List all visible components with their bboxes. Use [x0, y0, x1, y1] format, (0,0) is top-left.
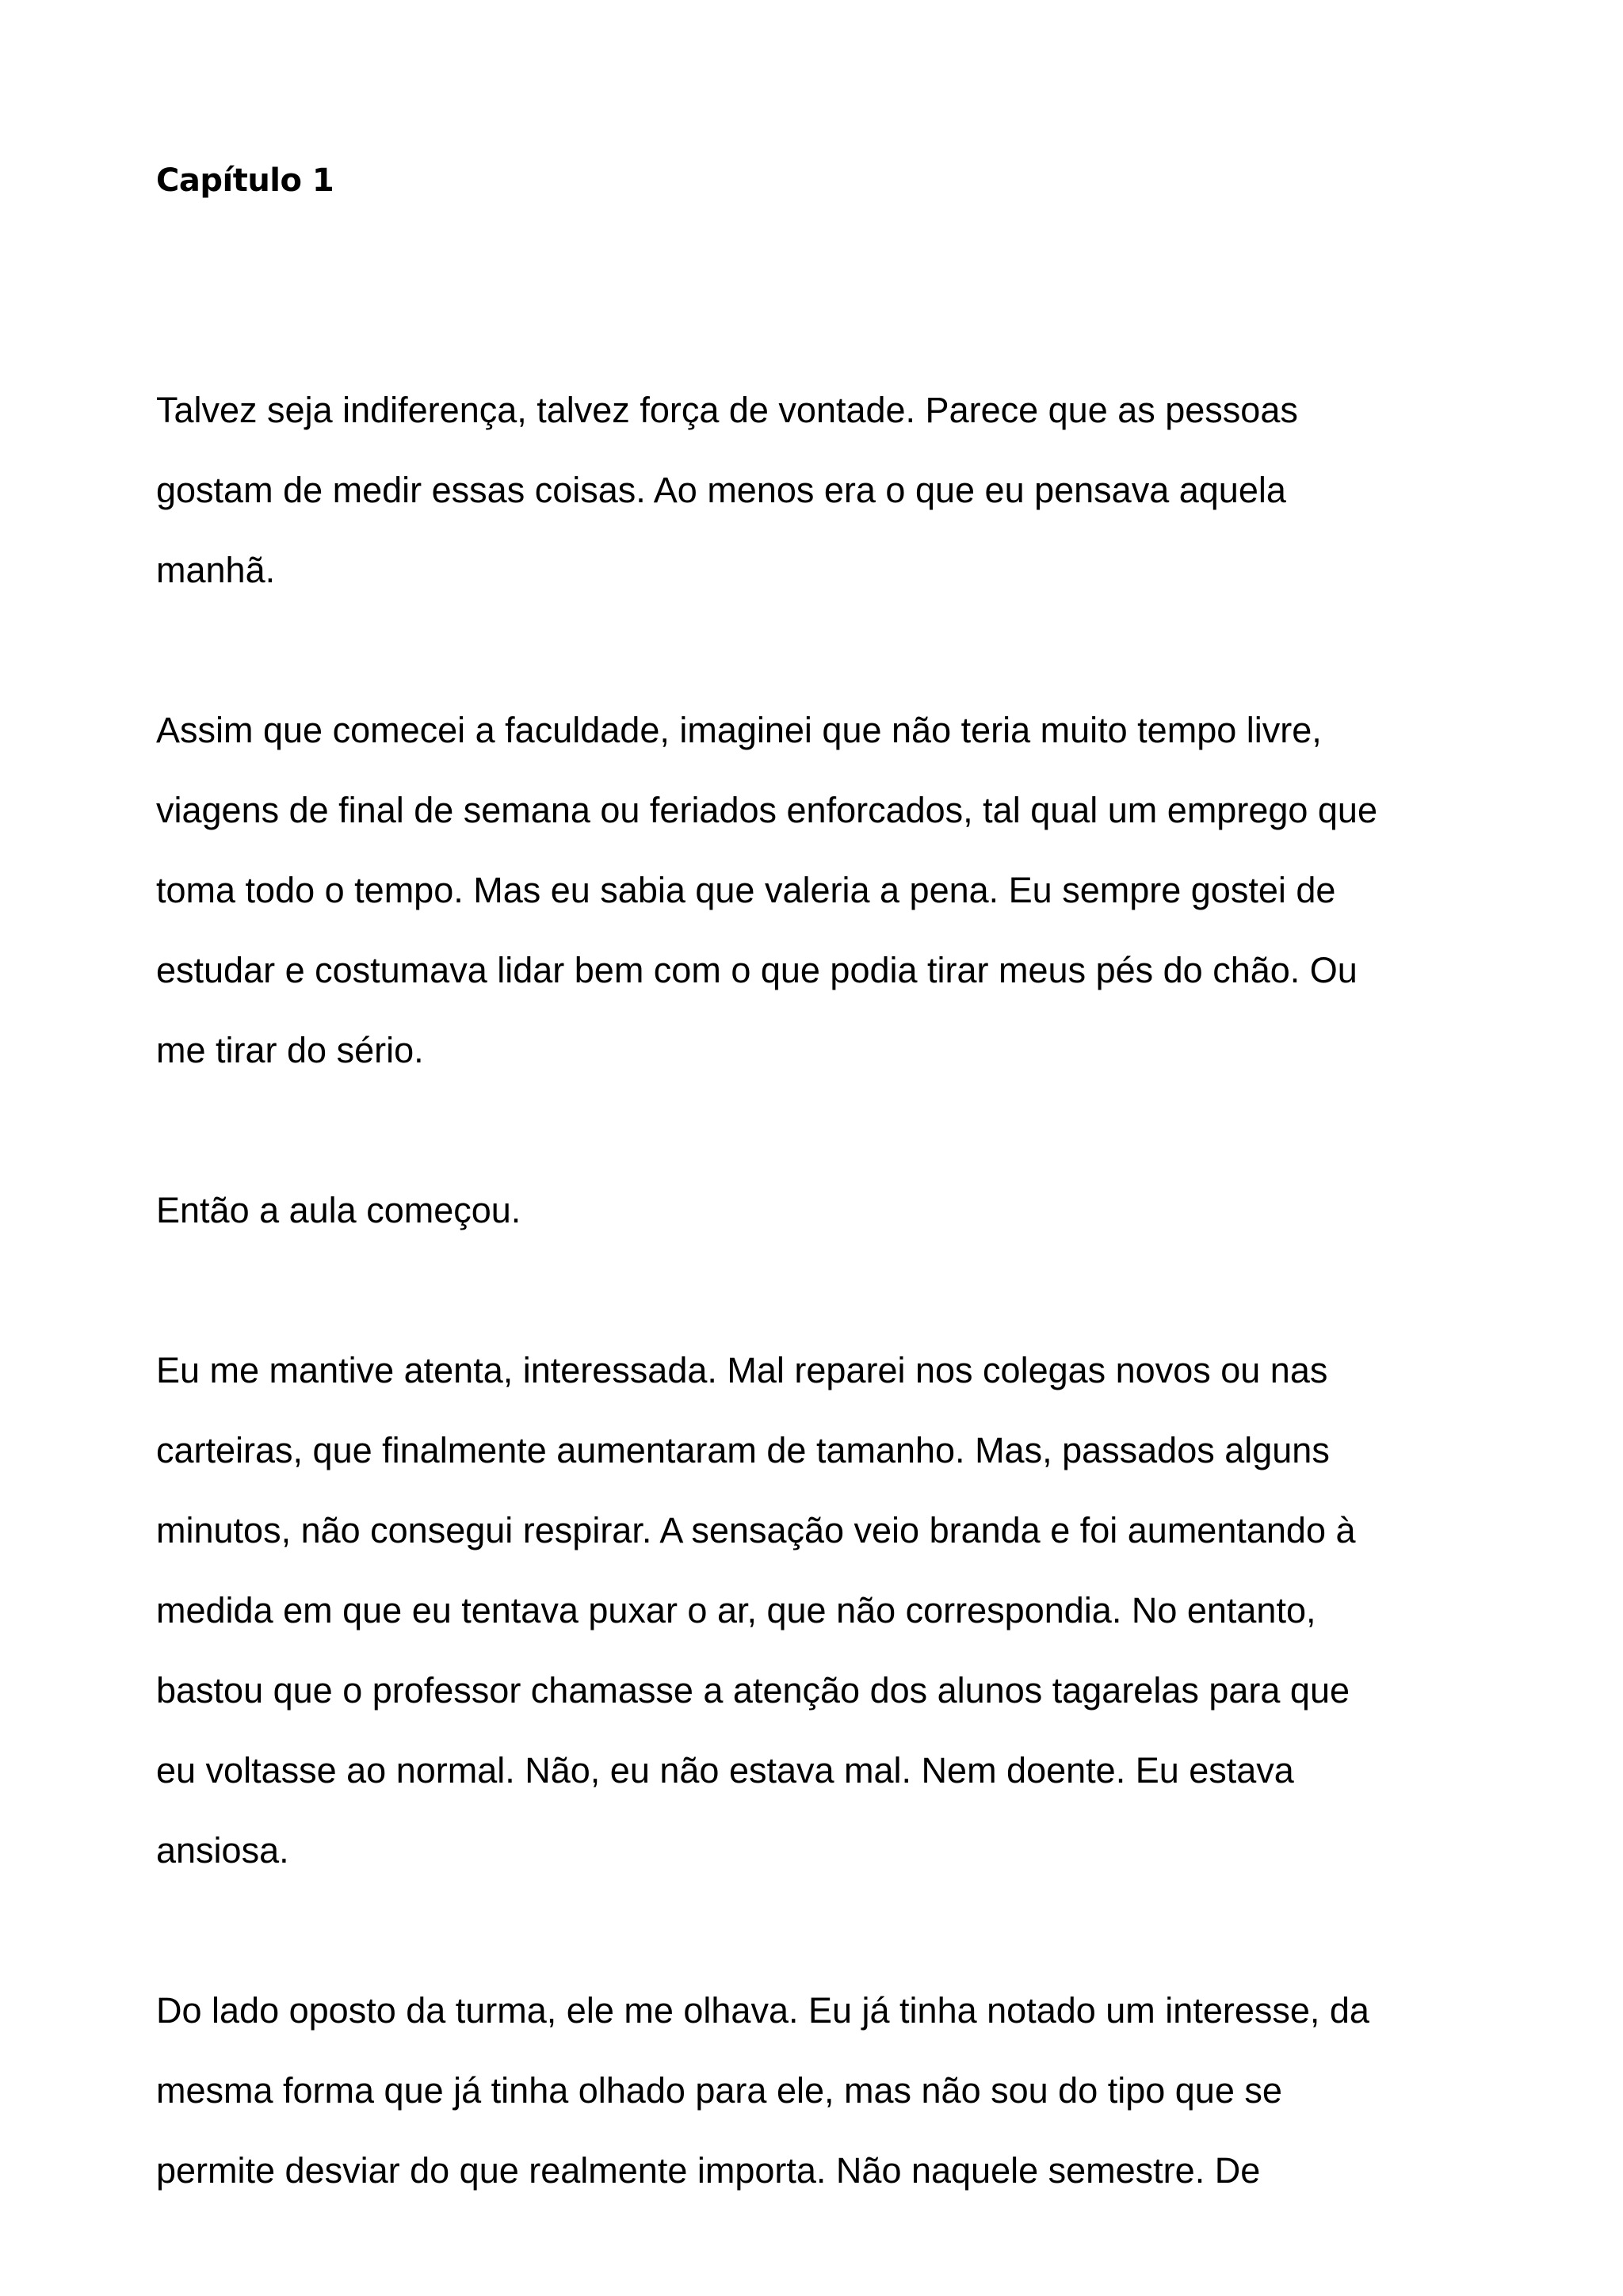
text-line: eu voltasse ao normal. Não, eu não estava mal. Nem doente. Eu estava [156, 1750, 1294, 1791]
text-line: gostam de medir essas coisas. Ao menos era o que eu pensava aquela [156, 470, 1286, 510]
text-line: me tirar do sério. [156, 1030, 424, 1070]
text-line: Assim que comecei a faculdade, imaginei que não teria muito tempo livre, [156, 710, 1322, 750]
text-line: mesma forma que já tinha olhado para ele, mas não sou do tipo que se [156, 2070, 1282, 2111]
text-line: ansiosa. [156, 1830, 289, 1871]
text-line: medida em que eu tentava puxar o ar, que não correspondia. No entanto, [156, 1590, 1316, 1630]
paragraph-spacer [156, 1090, 1503, 1170]
paragraph [156, 1970, 1503, 2210]
text-line: minutos, não consegui respirar. A sensação veio branda e foi aumentando à [156, 1510, 1356, 1550]
text-line: Talvez seja indiferença, talvez força de vontade. Parece que as pessoas [156, 390, 1298, 430]
chapter-title: Capítulo 1 [156, 162, 334, 199]
paragraph [156, 1330, 1503, 1890]
paragraph-spacer [156, 1250, 1503, 1330]
text-line: Do lado oposto da turma, ele me olhava. Eu já tinha notado um interesse, da [156, 1990, 1369, 2031]
text-line: viagens de final de semana ou feriados enforcados, tal qual um emprego que [156, 790, 1377, 830]
text-line: estudar e costumava lidar bem com o que podia tirar meus pés do chão. Ou [156, 950, 1358, 990]
paragraph-spacer [156, 610, 1503, 690]
paragraph-spacer [156, 1890, 1503, 1970]
text-line: bastou que o professor chamasse a atenção dos alunos tagarelas para que [156, 1670, 1350, 1711]
text-line: carteiras, que finalmente aumentaram de tamanho. Mas, passados alguns [156, 1430, 1330, 1470]
text-line: Então a aula começou. [156, 1190, 521, 1230]
body-text [156, 370, 1503, 2210]
text-line: manhã. [156, 550, 276, 590]
text-line: permite desviar do que realmente importa. Não naquele semestre. De [156, 2150, 1261, 2191]
paragraph [156, 690, 1503, 1090]
text-line: Eu me mantive atenta, interessada. Mal reparei nos colegas novos ou nas [156, 1350, 1328, 1390]
paragraph [156, 370, 1503, 610]
paragraph [156, 1170, 1503, 1250]
text-line: toma todo o tempo. Mas eu sabia que valeria a pena. Eu sempre gostei de [156, 870, 1336, 910]
